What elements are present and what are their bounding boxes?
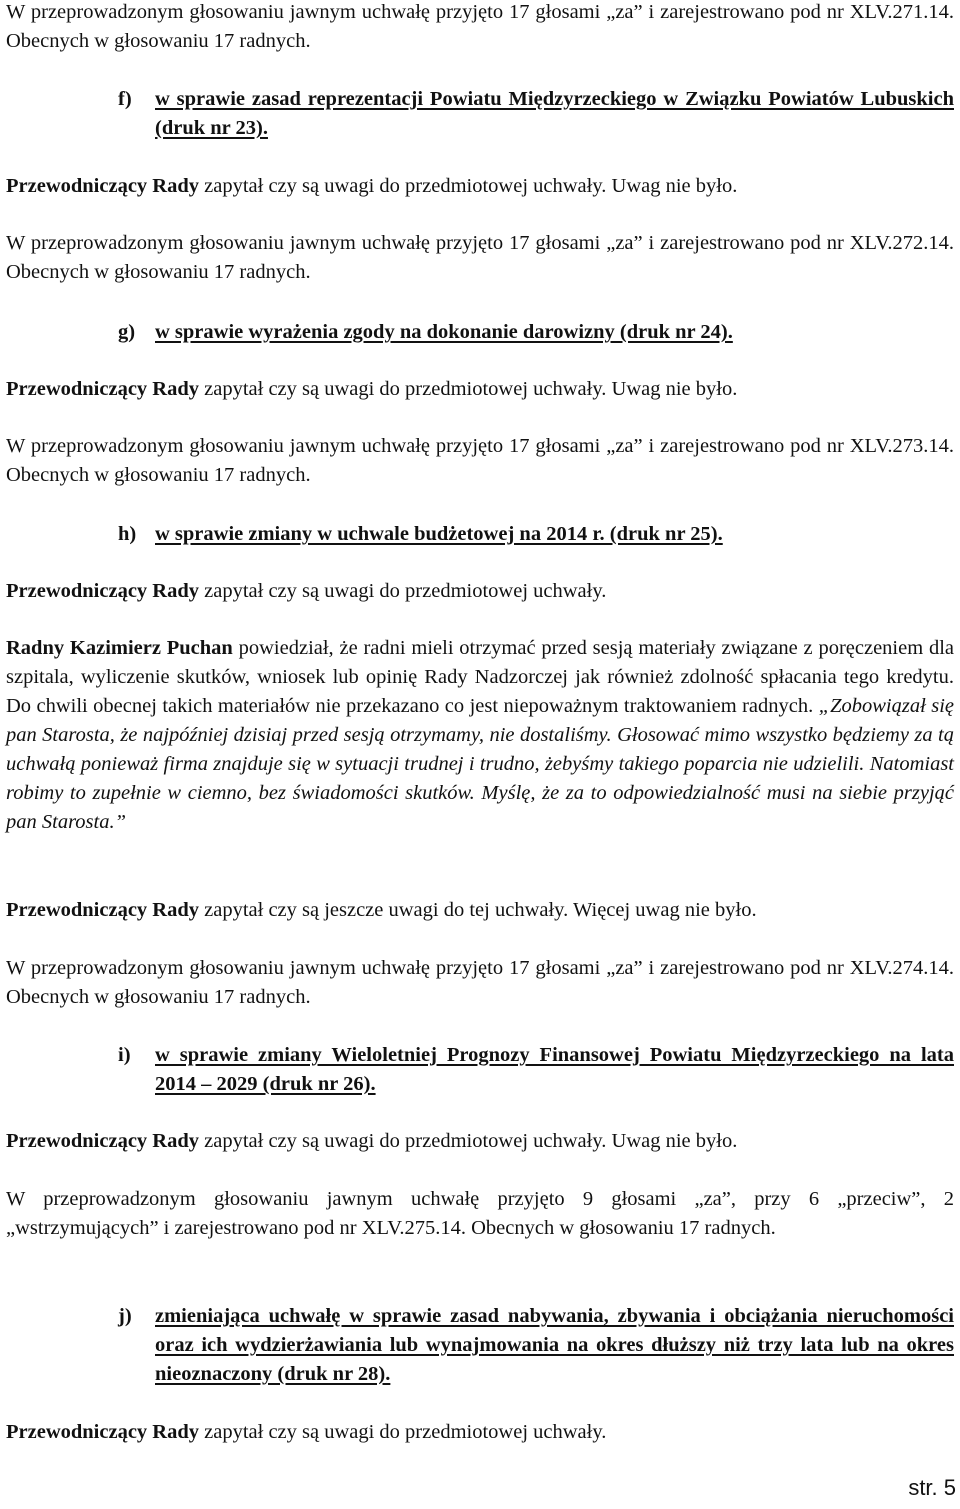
speaker-text: zapytał czy są uwagi do przedmiotowej uchwały. (199, 580, 607, 602)
speaker-text: zapytał czy są uwagi do przedmiotowej uchwały. Uwag nie było. (199, 378, 738, 400)
vote-result-paragraph: W przeprowadzonym głosowaniu jawnym uchwałę przyjęto 17 głosami „za” i zarejestrowano pod nr XLV.274.14. Obecnych w głosowaniu 17 radnych. (6, 957, 954, 1008)
speaker-name: Przewodniczący Rady (6, 580, 199, 602)
speaker-text: zapytał czy są uwagi do przedmiotowej uchwały. Uwag nie było. (199, 175, 738, 197)
agenda-item-i (118, 1041, 954, 1099)
agenda-item-title: w sprawie zmiany w uchwale budżetowej na 2014 r. (druk nr 25). (155, 523, 723, 545)
chair-question-paragraph (6, 172, 954, 201)
quoted-statement: „Zobowiązał się pan Starosta, że najpóźniej dzisiaj przed sesją otrzymamy, nie dostaliśmy. Głosować mimo wszystko będziemy za tą uchwałą ponieważ firma znajduje się w sytuacji trudnej i trudno, żebyśmy takiego poparcia nie udzielili. Natomiast robimy to zupełnie w ciemno, bez świadomości skutków. Myślę, że za to odpowiedzialność musi na siebie przyjąć pan Starosta.” (6, 695, 954, 833)
speaker-text: zapytał czy są uwagi do przedmiotowej uchwały. (199, 1421, 607, 1443)
vote-result-paragraph: W przeprowadzonym głosowaniu jawnym uchwałę przyjęto 17 głosami „za” i zarejestrowano pod nr XLV.273.14. Obecnych w głosowaniu 17 radnych. (6, 435, 954, 486)
speaker-name: Przewodniczący Rady (6, 378, 199, 400)
chair-question-paragraph (6, 1127, 954, 1156)
agenda-item-h (118, 520, 954, 549)
agenda-item-j (118, 1302, 954, 1389)
agenda-item-title: zmieniająca uchwałę w sprawie zasad nabywania, zbywania i obciążania nieruchomości oraz ich wydzierżawiania lub wynajmowania na okres dłuższy niż trzy lata lub na okres nieoznaczony (druk nr 28). (155, 1305, 954, 1385)
speaker-text: zapytał czy są jeszcze uwagi do tej uchwały. Więcej uwag nie było. (199, 899, 757, 921)
speaker-name: Przewodniczący Rady (6, 1130, 199, 1152)
agenda-item-label: f) (118, 88, 132, 110)
agenda-item-f (118, 85, 954, 143)
councillor-statement-paragraph (6, 634, 954, 837)
chair-question-paragraph (6, 1418, 954, 1447)
agenda-item-label: j) (118, 1305, 132, 1327)
chair-question-paragraph (6, 896, 954, 925)
vote-result-paragraph: W przeprowadzonym głosowaniu jawnym uchwałę przyjęto 17 głosami „za” i zarejestrowano pod nr XLV.272.14. Obecnych w głosowaniu 17 radnych. (6, 232, 954, 283)
agenda-item-label: i) (118, 1044, 131, 1066)
speaker-name: Przewodniczący Rady (6, 175, 199, 197)
agenda-item-label: h) (118, 523, 137, 545)
chair-question-paragraph (6, 375, 954, 404)
speaker-text: zapytał czy są uwagi do przedmiotowej uchwały. Uwag nie było. (199, 1130, 738, 1152)
vote-result-paragraph: W przeprowadzonym głosowaniu jawnym uchwałę przyjęto 9 głosami „za”, przy 6 „przeciw”, 2 „wstrzymujących” i zarejestrowano pod nr XLV.275.14. Obecnych w głosowaniu 17 radnych. (6, 1188, 954, 1239)
speaker-name: Przewodniczący Rady (6, 899, 199, 921)
chair-question-paragraph (6, 577, 954, 606)
speaker-text: powiedział, że radni mieli otrzymać przed sesją materiały związane z poręczeniem dla szpitala, wyliczenie skutków, wniosek lub opinię Rady Nadzorczej jak również zdolność spłacania tego kredytu. Do chwili obecnej takich materiałów nie przekazano co jest niepoważnym traktowaniem radnych. (6, 637, 954, 717)
agenda-item-title: w sprawie wyrażenia zgody na dokonanie darowizny (druk nr 24). (155, 321, 733, 343)
speaker-name: Przewodniczący Rady (6, 1421, 199, 1443)
vote-result-paragraph: W przeprowadzonym głosowaniu jawnym uchwałę przyjęto 17 głosami „za” i zarejestrowano pod nr XLV.271.14. Obecnych w głosowaniu 17 radnych. (6, 1, 954, 52)
page-number: str. 5 (908, 1475, 956, 1500)
agenda-item-g (118, 318, 954, 347)
speaker-name: Radny Kazimierz Puchan (6, 637, 233, 659)
agenda-item-label: g) (118, 321, 136, 343)
agenda-item-title: w sprawie zasad reprezentacji Powiatu Międzyrzeckiego w Związku Powiatów Lubuskich (druk nr 23). (155, 88, 954, 139)
agenda-item-title: w sprawie zmiany Wieloletniej Prognozy Finansowej Powiatu Międzyrzeckiego na lata 2014 – 2029 (druk nr 26). (155, 1044, 954, 1095)
